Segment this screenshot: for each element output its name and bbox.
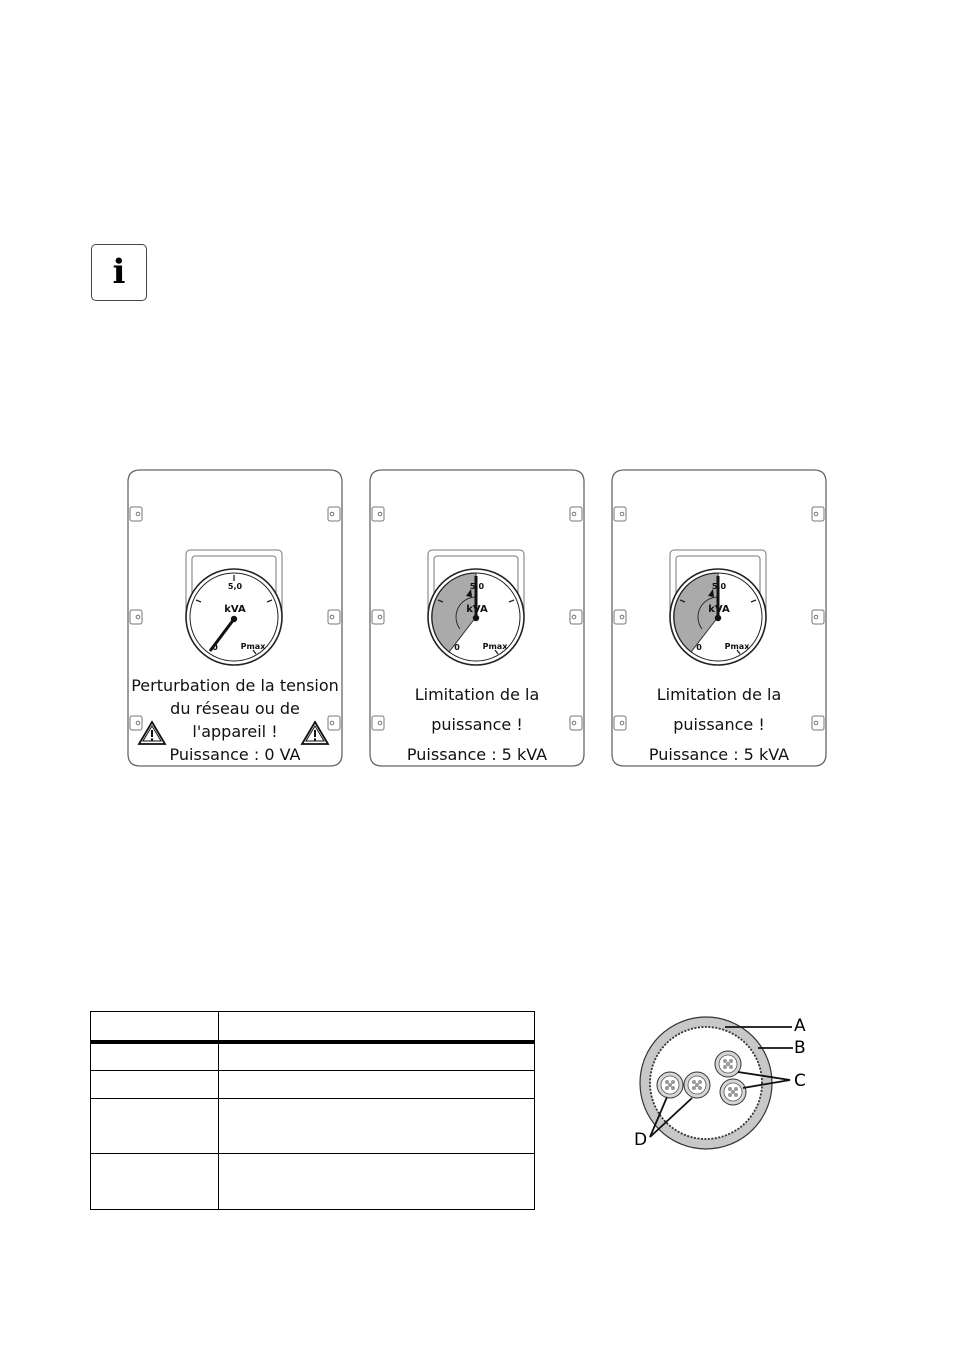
status-line: Puissance : 0 VA [169, 745, 301, 764]
table-cell [91, 1012, 219, 1042]
table-cell [91, 1154, 219, 1210]
device-display-3 [610, 468, 828, 768]
warning-icon [137, 720, 167, 746]
status-line: puissance ! [431, 715, 523, 734]
table-cell [91, 1098, 219, 1154]
cable-cross-section [630, 1010, 820, 1155]
status-line: Limitation de la [414, 685, 540, 704]
status-line: Perturbation de la tension [131, 676, 339, 695]
table-cell [91, 1070, 219, 1098]
gauge-scale-top: 5,0 [469, 582, 485, 591]
table-row [91, 1042, 535, 1070]
gauge-scale-top: 5,0 [227, 582, 243, 591]
warning-icon [300, 720, 330, 746]
label-a: A [794, 1016, 806, 1036]
label-d: D [634, 1130, 648, 1150]
status-line: du réseau ou de [170, 699, 300, 718]
gauge-zero: 0 [212, 643, 218, 652]
table-row [91, 1098, 535, 1154]
gauge-unit: kVA [708, 604, 730, 615]
gauge-unit: kVA [224, 604, 246, 615]
status-line: Puissance : 5 kVA [406, 745, 548, 764]
label-b: B [794, 1038, 806, 1058]
label-c: C [794, 1071, 806, 1091]
gauge-scale-top: 5,0 [711, 582, 727, 591]
table-header-row [91, 1012, 535, 1042]
device-display-2 [368, 468, 586, 768]
status-line: puissance ! [673, 715, 765, 734]
table-cell [219, 1012, 535, 1042]
cable-spec-table [90, 1011, 535, 1210]
status-line: l'appareil ! [192, 722, 278, 741]
table-cell [219, 1042, 535, 1070]
table-row [91, 1154, 535, 1210]
info-box [91, 244, 147, 301]
gauge-zero: 0 [454, 643, 460, 652]
gauge-pmax: Pmax [240, 642, 266, 651]
status-message-2 [368, 680, 586, 770]
status-line: Limitation de la [656, 685, 782, 704]
table-cell [219, 1070, 535, 1098]
table-row [91, 1070, 535, 1098]
cable-diagram [630, 1010, 820, 1155]
gauge-pmax: Pmax [724, 642, 750, 651]
table-cell [219, 1154, 535, 1210]
gauge-pmax: Pmax [482, 642, 508, 651]
status-line: Puissance : 5 kVA [648, 745, 790, 764]
gauge-unit: kVA [466, 604, 488, 615]
device-display-1 [126, 468, 344, 768]
gauge-zero: 0 [696, 643, 702, 652]
info-icon: i [112, 251, 126, 292]
table-cell [219, 1098, 535, 1154]
status-message-3 [610, 680, 828, 770]
table-cell [91, 1042, 219, 1070]
